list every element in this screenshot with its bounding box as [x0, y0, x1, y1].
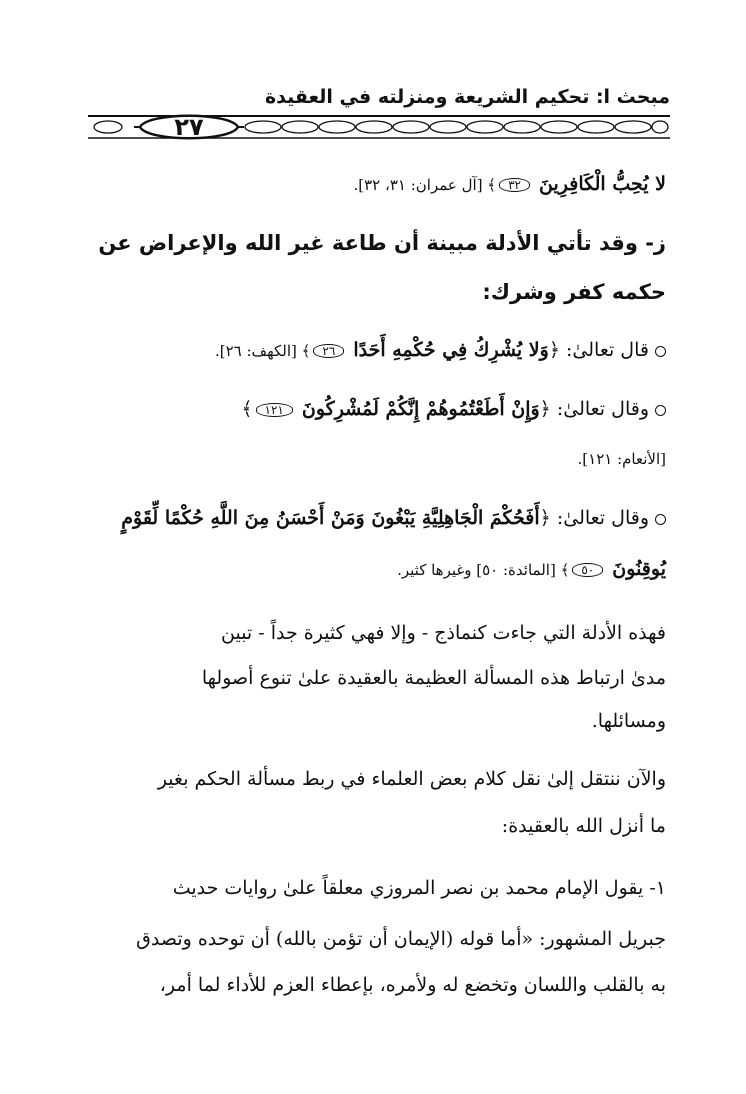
- text-line-8: [397, 560, 666, 579]
- verse-number: ٢٦: [313, 344, 344, 358]
- quran-text: وَلا يُشْرِكُ فِي حُكْمِهِ أَحَدًا: [353, 339, 549, 361]
- verse-number: ٣٢: [499, 178, 530, 192]
- text-line-16: به بالقلب واللسان وتخضع له ولأمره، بإعطاء العزم للأداء لما أمر،: [159, 974, 666, 996]
- text-line-11: ومسائلها.: [591, 710, 666, 732]
- page-header: [88, 80, 670, 144]
- text-line-9: فهذه الأدلة التي جاءت كنماذج - وإلا فهي كثيرة جداً - تبين: [221, 622, 666, 644]
- text-line-2: ز- وقد تأتي الأدلة مبينة أن طاعة غير الله والإعراض عن: [98, 231, 666, 255]
- verse-number: ١٢١: [256, 403, 293, 417]
- verse-number: ٥٠: [572, 563, 603, 577]
- running-title: مبحث ا: تحكيم الشريعة ومنزلته في العقيدة: [264, 86, 670, 108]
- quran-text: وَإِنْ أَطَعْتُمُوهُمْ إِنَّكُمْ لَمُشْرِكُونَ: [301, 398, 540, 420]
- quran-text: يُوقِنُونَ: [612, 558, 666, 580]
- lead-text: وقال تعالىٰ: ﴿: [539, 507, 649, 529]
- text-line-12: والآن ننتقل إلىٰ نقل كلام بعض العلماء في ربط مسألة الحكم بغير: [157, 768, 666, 790]
- bullet-circle-icon: [655, 346, 666, 357]
- quran-text: أَفَحُكْمَ الْجَاهِلِيَّةِ يَبْغُونَ وَمَنْ أَحْسَنُ مِنَ اللَّهِ حُكْمًا لِّقَوْمٍ: [121, 507, 540, 529]
- citation: ﴾ [الكهف: ٢٦].: [214, 342, 311, 360]
- text-line-5: [241, 400, 666, 419]
- quran-text: لا يُحِبُّ الْكَافِرِينَ: [539, 173, 666, 195]
- citation: ﴾ [آل عمران: ٣١، ٣٢].: [353, 176, 497, 194]
- text-line-1: [353, 175, 666, 194]
- text-line-4: [215, 341, 666, 360]
- text-line-6: [الأنعام: ١٢١].: [577, 450, 666, 468]
- citation: ﴾: [241, 398, 253, 420]
- text-line-13: ما أنزل الله بالعقيدة:: [501, 815, 666, 837]
- text-line-10: مدىٰ ارتباط هذه المسألة العظيمة بالعقيدة علىٰ تنوع أصولها: [201, 667, 666, 689]
- text-line-3: حكمه كفر وشرك:: [482, 280, 666, 304]
- text-line-14: ١- يقول الإمام محمد بن نصر المروزي معلقاً علىٰ روايات حديث: [172, 877, 666, 899]
- bullet-circle-icon: [655, 514, 666, 525]
- text-line-15: جبريل المشهور: «أما قوله (الإيمان أن تؤمن بالله) أن توحده وتصدق: [136, 928, 666, 950]
- page-number: ٢٧: [174, 113, 204, 141]
- lead-text: وقال تعالىٰ: ﴿: [539, 398, 649, 420]
- bullet-circle-icon: [655, 405, 666, 416]
- text-line-7: [121, 509, 666, 528]
- lead-text: قال تعالىٰ: ﴿: [548, 339, 649, 361]
- citation: ﴾ [المائدة: ٥٠] وغيرها كثير.: [397, 561, 570, 579]
- page-number-badge: [134, 110, 244, 144]
